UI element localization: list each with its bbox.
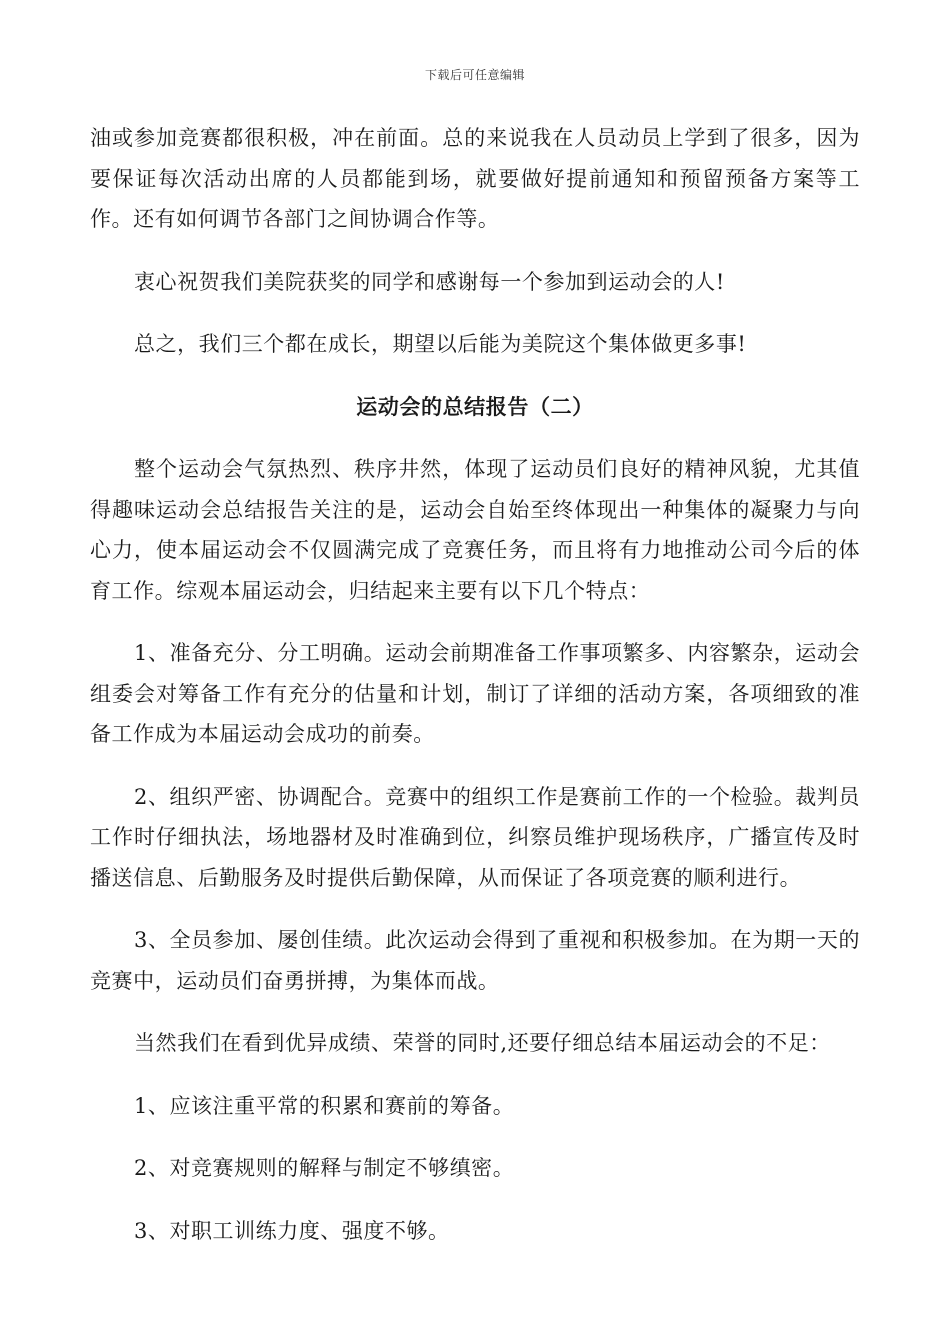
paragraph-shortcomings-intro: 当然我们在看到优异成绩、荣誉的同时,还要仔细总结本届运动会的不足： [134, 1031, 831, 1055]
paragraph-shortcoming-2: 2、对竞赛规则的解释与制定不够缜密。 [134, 1156, 515, 1180]
paragraph-congratulations: 衷心祝贺我们美院获奖的同学和感谢每一个参加到运动会的人! [134, 269, 725, 294]
section-title: 运动会的总结报告（二） [356, 394, 594, 419]
paragraph-shortcoming-3: 3、对职工训练力度、强度不够。 [134, 1218, 450, 1243]
paragraph-shortcoming-1: 1、应该注重平常的积累和赛前的筹备。 [134, 1093, 515, 1118]
paragraph-feature-1: 1、准备充分、分工明确。运动会前期准备工作事项繁多、内容繁杂，运动会组委会对筹备工作有充分的估量和计划，制订了详细的活动方案，各项细致的准备工作成为本届运动会成功的前奏。 [90, 641, 860, 746]
paragraph-feature-3: 3、全员参加、屡创佳绩。此次运动会得到了重视和积极参加。在为期一天的竞赛中，运动员们奋勇拼搏，为集体而战。 [90, 928, 860, 993]
paragraph-feature-2: 2、组织严密、协调配合。竞赛中的组织工作是赛前工作的一个检验。裁判员工作时仔细执法，场地器材及时准确到位，纠察员维护现场秩序，广播宣传及时播送信息、后勤服务及时提供后勤保障，从而保证了各项竞赛的顺利进行。 [90, 784, 860, 890]
paragraph-closing: 总之，我们三个都在成长，期望以后能为美院这个集体做更多事! [134, 332, 747, 356]
paragraph-continuation: 油或参加竞赛都很积极，冲在前面。总的来说我在人员动员上学到了很多，因为要保证每次活动出席的人员都能到场，就要做好提前通知和预留预备方案等工作。还有如何调节各部门之间协调合作等。 [90, 126, 860, 231]
document-body [90, 118, 860, 1251]
paragraph-overview: 整个运动会气氛热烈、秩序井然，体现了运动员们良好的精神风貌，尤其值得趣味运动会总结报告关注的是，运动会自始至终体现出一种集体的凝聚力与向心力，使本届运动会不仅圆满完成了竞赛任务，而且将有力地推动公司今后的体育工作。综观本届运动会，归结起来主要有以下几个特点： [90, 457, 860, 603]
header-note: 下载后可任意编辑 [424, 68, 525, 82]
